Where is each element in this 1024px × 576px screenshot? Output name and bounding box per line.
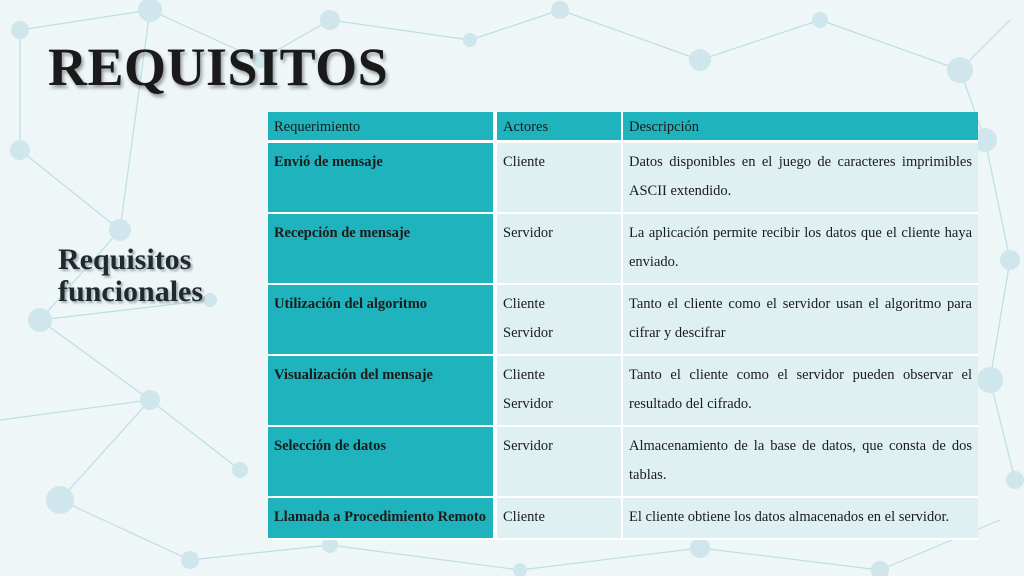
description-cell: Tanto el cliente como el servidor usan el algoritmo para cifrar y descifrar	[623, 285, 978, 356]
requirement-cell: Llamada a Procedimiento Remoto	[268, 498, 497, 540]
actor-label: Cliente	[503, 509, 545, 525]
actors-cell	[497, 356, 623, 427]
description-cell: La aplicación permite recibir los datos que el cliente haya enviado.	[623, 214, 978, 285]
table-header-row	[268, 112, 978, 143]
slide-title: REQUISITOS	[48, 37, 389, 97]
requirement-cell: Recepción de mensaje	[268, 214, 497, 285]
description-cell: Tanto el cliente como el servidor pueden observar el resultado del cifrado.	[623, 356, 978, 427]
actors-cell	[497, 143, 623, 214]
requirements-table	[268, 112, 978, 540]
actor-label: Cliente	[503, 367, 545, 383]
table-row	[268, 356, 978, 427]
header-descripcion: Descripción	[623, 112, 978, 143]
table-row	[268, 285, 978, 356]
requirement-cell: Envió de mensaje	[268, 143, 497, 214]
actor-label: Cliente	[503, 154, 545, 170]
header-actores: Actores	[497, 112, 623, 143]
actors-cell	[497, 427, 623, 498]
actors-cell	[497, 498, 623, 540]
description-cell: Datos disponibles en el juego de caracteres imprimibles ASCII extendido.	[623, 143, 978, 214]
requirement-cell: Visualización del mensaje	[268, 356, 497, 427]
actors-cell	[497, 285, 623, 356]
table-row	[268, 427, 978, 498]
description-cell: El cliente obtiene los datos almacenados en el servidor.	[623, 498, 978, 540]
requirement-cell: Utilización del algoritmo	[268, 285, 497, 356]
table-row	[268, 214, 978, 285]
table-row	[268, 143, 978, 214]
section-subtitle: Requisitos funcionales	[58, 243, 204, 308]
table-row	[268, 498, 978, 540]
actor-label: Servidor	[503, 396, 553, 412]
actor-label: Cliente	[503, 296, 545, 312]
requirement-cell: Selección de datos	[268, 427, 497, 498]
actor-label: Servidor	[503, 225, 553, 241]
description-cell: Almacenamiento de la base de datos, que consta de dos tablas.	[623, 427, 978, 498]
actor-label: Servidor	[503, 325, 553, 341]
actors-cell	[497, 214, 623, 285]
actor-label: Servidor	[503, 438, 553, 454]
header-requerimiento: Requerimiento	[268, 112, 497, 143]
